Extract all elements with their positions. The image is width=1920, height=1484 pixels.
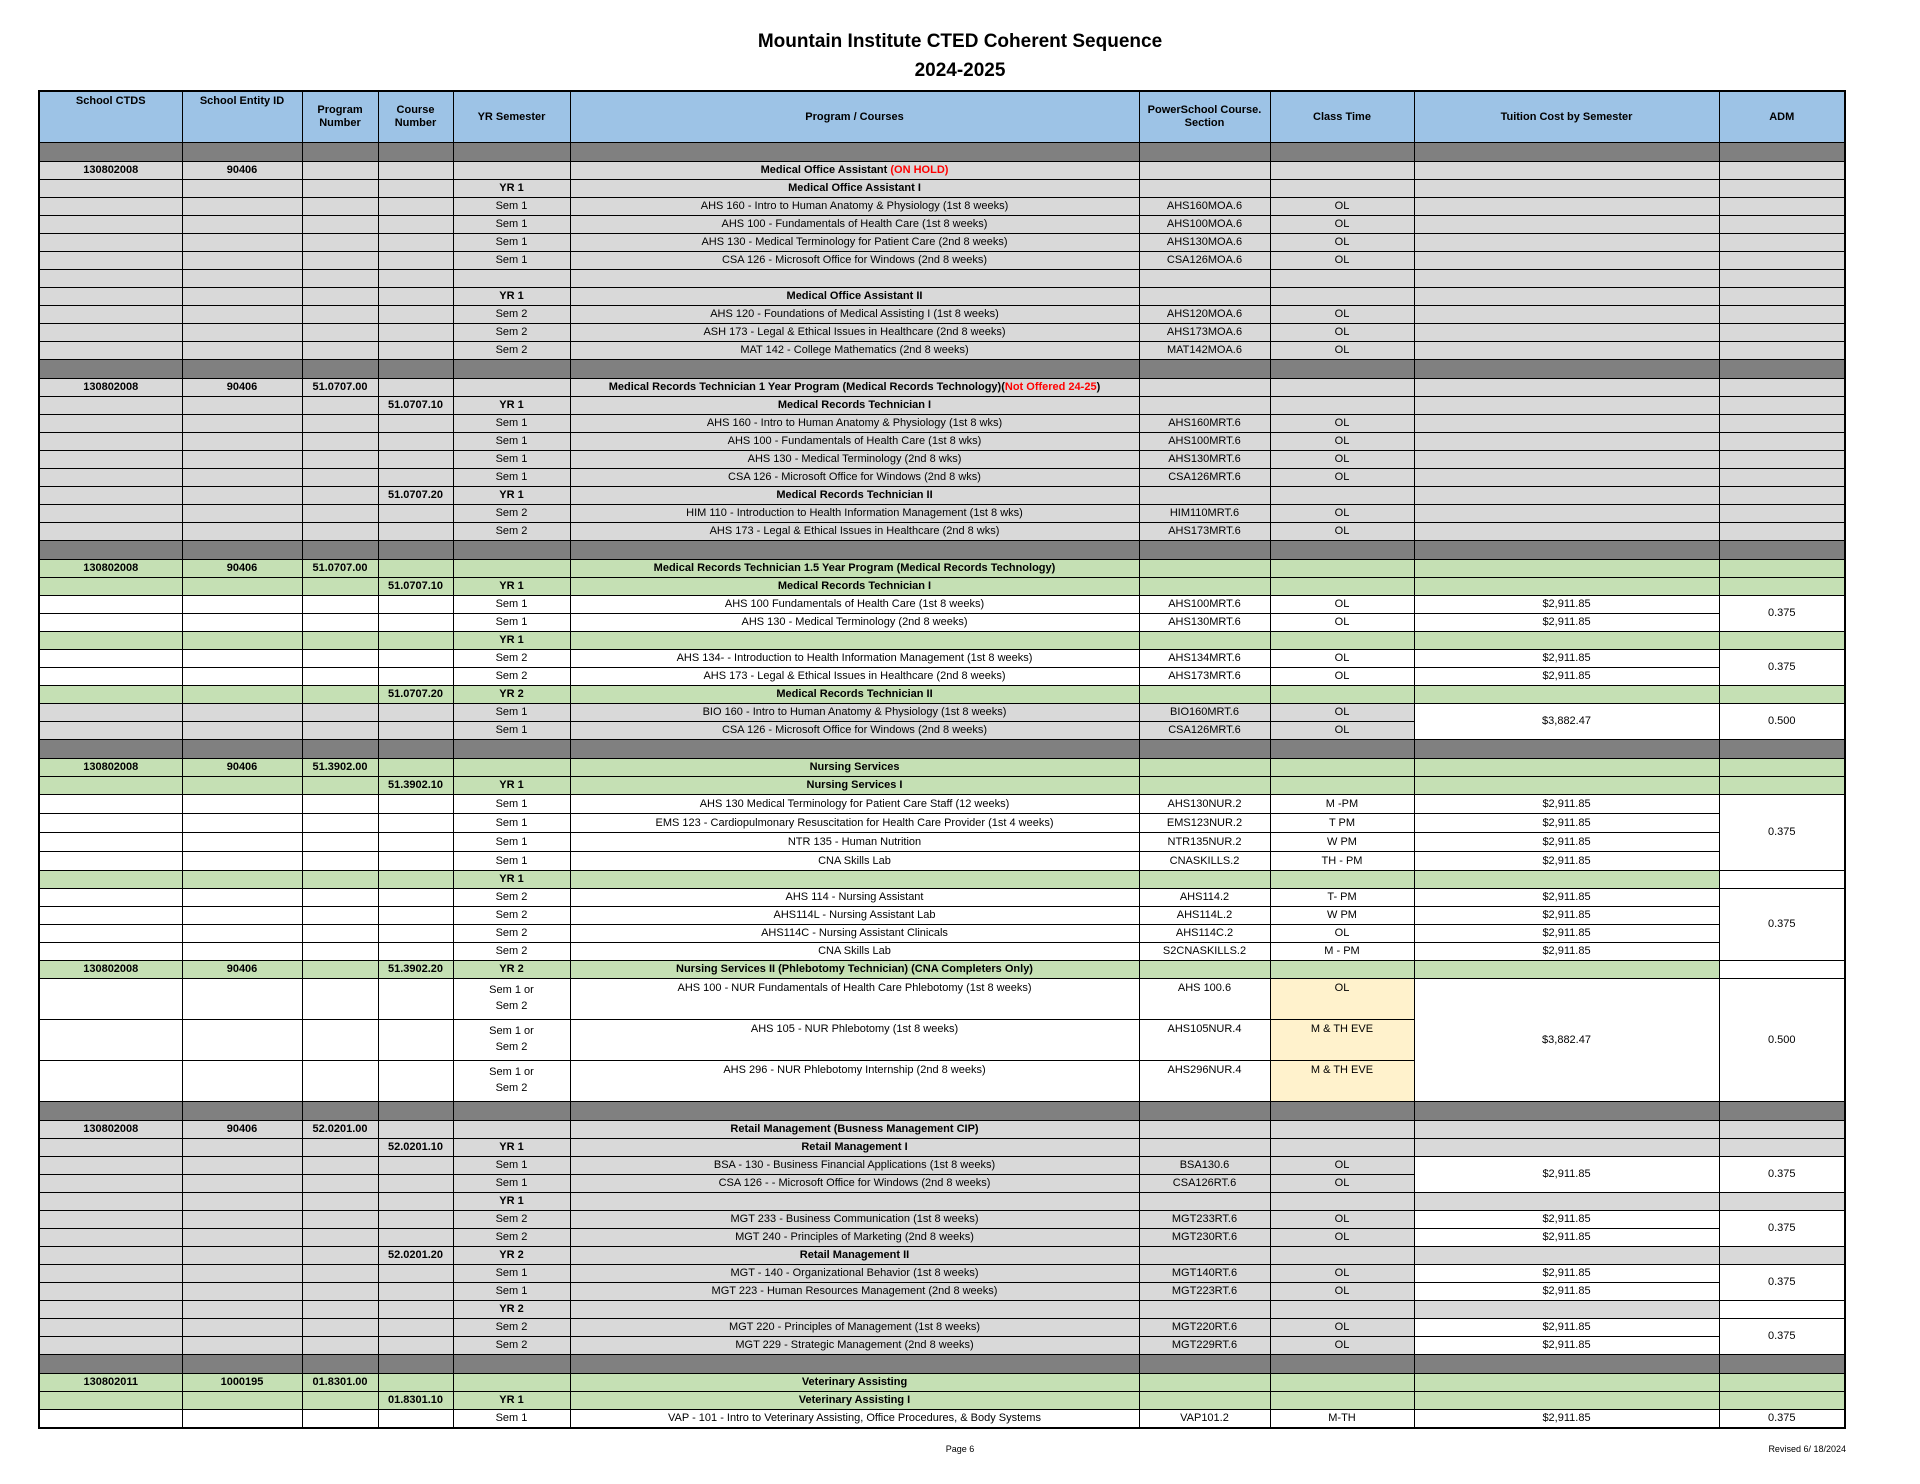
document-year: 2024-2025 xyxy=(914,60,1006,81)
table-row: Sem 1 MGT 223 - Human Resources Management (2nd 8 weeks) MGT223RT.6 OL $2,911.85 xyxy=(39,1283,1845,1301)
adm-cell: 0.375 xyxy=(1719,795,1845,871)
table-row: Sem 1 VAP - 101 - Intro to Veterinary Assisting, Office Procedures, & Body Systems VAP101.2 M-TH $2,911.85 0.375 xyxy=(39,1410,1845,1428)
revised-date: Revised 6/ 18/2024 xyxy=(1768,1444,1846,1454)
table-row: 52.0201.10 YR 1 Retail Management I xyxy=(39,1139,1845,1157)
header-row xyxy=(39,91,1845,143)
status-badge: (ON HOLD) xyxy=(890,164,949,176)
table-row: Sem 2 MGT 220 - Principles of Management (1st 8 weeks) MGT220RT.6 OL $2,911.85 0.375 xyxy=(39,1319,1845,1337)
adm-cell: 0.375 xyxy=(1719,596,1845,632)
table-row: Sem 2 MGT 233 - Business Communication (1st 8 weeks) MGT233RT.6 OL $2,911.85 0.375 xyxy=(39,1211,1845,1229)
entity-cell: 90406 xyxy=(182,162,302,180)
table-row: Sem 1 CSA 126 - Microsoft Office for Windows (2nd 8 weeks) CSA126MOA.6 OL xyxy=(39,252,1845,270)
adm-cell: 0.375 xyxy=(1719,889,1845,961)
table-row: Sem 1 CSA 126 - Microsoft Office for Windows (2nd 8 weeks) CSA126MRT.6 OL xyxy=(39,722,1845,740)
table-row: Sem 1 EMS 123 - Cardiopulmonary Resuscitation for Health Care Provider (1st 4 weeks) EMS123NUR.2 T PM $2,911.85 xyxy=(39,814,1845,833)
adm-cell: 0.375 xyxy=(1719,1157,1845,1193)
table-row: Sem 1 or Sem 2 AHS 105 - NUR Phlebotomy (1st 8 weeks) AHS105NUR.4 M & TH EVE xyxy=(39,1020,1845,1061)
table-row: Sem 2 AHS 134- - Introduction to Health Information Management (1st 8 weeks) AHS134MRT.6 OL $2,911.85 0.375 xyxy=(39,650,1845,668)
table-row: Sem 1 AHS 100 - Fundamentals of Health Care (1st 8 weeks) AHS100MOA.6 OL xyxy=(39,216,1845,234)
table-row: Sem 2 MGT 240 - Principles of Marketing (2nd 8 weeks) MGT230RT.6 OL $2,911.85 xyxy=(39,1229,1845,1247)
tuition-cell: $3,882.47 xyxy=(1414,704,1719,740)
table-row: YR 1 xyxy=(39,1193,1845,1211)
table-row: Sem 1 CNA Skills Lab CNASKILLS.2 TH - PM $2,911.85 xyxy=(39,852,1845,871)
table-row: Sem 1 AHS 100 Fundamentals of Health Care (1st 8 weeks) AHS100MRT.6 OL $2,911.85 0.375 xyxy=(39,596,1845,614)
table-row: 51.0707.20 YR 1 Medical Records Technician II xyxy=(39,487,1845,505)
header-program-number: Program Number xyxy=(302,91,378,143)
table-row: 51.0707.20 YR 2 Medical Records Technician II xyxy=(39,686,1845,704)
table-row: Sem 2 AHS114L - Nursing Assistant Lab AHS114L.2 W PM $2,911.85 xyxy=(39,907,1845,925)
table-row: Sem 1 MGT - 140 - Organizational Behavior (1st 8 weeks) MGT140RT.6 OL $2,911.85 0.375 xyxy=(39,1265,1845,1283)
table-row: Sem 2 AHS 173 - Legal & Ethical Issues in Healthcare (2nd 8 weeks) AHS173MRT.6 OL $2,911.85 xyxy=(39,668,1845,686)
adm-cell: 0.375 xyxy=(1719,1265,1845,1301)
adm-cell: 0.500 xyxy=(1719,704,1845,740)
header-powerschool: PowerSchool Course. Section xyxy=(1139,91,1270,143)
table-row: Sem 1 or Sem 2 AHS 296 - NUR Phlebotomy Internship (2nd 8 weeks) AHS296NUR.4 M & TH EVE xyxy=(39,1061,1845,1102)
table-row: 51.0707.10 YR 1 Medical Records Technician I xyxy=(39,397,1845,415)
document-title: Mountain Institute CTED Coherent Sequence xyxy=(757,31,1163,52)
table-row: 52.0201.20 YR 2 Retail Management II xyxy=(39,1247,1845,1265)
table-row: 130802008 90406 51.0707.00 Medical Records Technician 1.5 Year Program (Medical Records Technology) xyxy=(39,560,1845,578)
table-row: Sem 1 AHS 130 - Medical Terminology (2nd 8 wks) AHS130MRT.6 OL xyxy=(39,451,1845,469)
program-title: Medical Records Technician 1.5 Year Program (Medical Records Technology) xyxy=(570,560,1139,578)
table-row: Sem 2 AHS 120 - Foundations of Medical Assisting I (1st 8 weeks) AHS120MOA.6 OL xyxy=(39,306,1845,324)
table-row: Sem 2 AHS 114 - Nursing Assistant AHS114.2 T- PM $2,911.85 0.375 xyxy=(39,889,1845,907)
header-program-courses: Program / Courses xyxy=(570,91,1139,143)
table-row: 51.0707.10 YR 1 Medical Records Technician I xyxy=(39,578,1845,596)
table-row: YR 1 xyxy=(39,871,1845,889)
table-row: Sem 1 AHS 130 Medical Terminology for Patient Care Staff (12 weeks) AHS130NUR.2 M -PM $2,911.85 0.375 xyxy=(39,795,1845,814)
table-row: Sem 1 BSA - 130 - Business Financial Applications (1st 8 weeks) BSA130.6 OL $2,911.85 0.375 xyxy=(39,1157,1845,1175)
program-title: Nursing Services xyxy=(570,759,1139,777)
table-row: YR 1 Medical Office Assistant II xyxy=(39,288,1845,306)
table-row: 51.3902.10 YR 1 Nursing Services I xyxy=(39,777,1845,795)
header-course-number: Course Number xyxy=(378,91,453,143)
status-badge: Not Offered 24-25 xyxy=(1004,381,1097,393)
header-yr-semester: YR Semester xyxy=(453,91,570,143)
header-ctds: School CTDS xyxy=(39,91,182,143)
table-row: Sem 1 AHS 160 - Intro to Human Anatomy & Physiology (1st 8 weeks) AHS160MOA.6 OL xyxy=(39,198,1845,216)
table-row: 130802008 90406 51.3902.20 YR 2 Nursing Services II (Phlebotomy Technician) (CNA Completers Only) xyxy=(39,961,1845,979)
program-title: Nursing Services II (Phlebotomy Technician) (CNA Completers Only) xyxy=(570,961,1139,979)
tuition-cell: $2,911.85 xyxy=(1414,1157,1719,1193)
table-row: Sem 2 AHS114C - Nursing Assistant Clinicals AHS114C.2 OL $2,911.85 xyxy=(39,925,1845,943)
header-tuition: Tuition Cost by Semester xyxy=(1414,91,1719,143)
table-row: Sem 1 AHS 130 - Medical Terminology (2nd 8 weeks) AHS130MRT.6 OL $2,911.85 xyxy=(39,614,1845,632)
adm-cell: 0.375 xyxy=(1719,650,1845,686)
adm-cell: 0.375 xyxy=(1719,1319,1845,1355)
table-row: Sem 2 CNA Skills Lab S2CNASKILLS.2 M - PM $2,911.85 xyxy=(39,943,1845,961)
tuition-cell: $3,882.47 xyxy=(1414,979,1719,1102)
adm-cell: 0.500 xyxy=(1719,979,1845,1102)
table-row: Sem 2 HIM 110 - Introduction to Health Information Management (1st 8 wks) HIM110MRT.6 OL xyxy=(39,505,1845,523)
table-row: 130802008 90406 52.0201.00 Retail Management (Busness Management CIP) xyxy=(39,1121,1845,1139)
table-row: Sem 1 CSA 126 - - Microsoft Office for Windows (2nd 8 weeks) CSA126RT.6 OL xyxy=(39,1175,1845,1193)
table-row: Sem 1 CSA 126 - Microsoft Office for Windows (2nd 8 wks) CSA126MRT.6 OL xyxy=(39,469,1845,487)
table-row: 130802011 1000195 01.8301.00 Veterinary Assisting xyxy=(39,1374,1845,1392)
ctds-cell: 130802008 xyxy=(39,162,182,180)
table-row: Sem 2 MGT 229 - Strategic Management (2nd 8 weeks) MGT229RT.6 OL $2,911.85 xyxy=(39,1337,1845,1355)
header-entity: School Entity ID xyxy=(182,91,302,143)
table-row: YR 1 Medical Office Assistant I xyxy=(39,180,1845,198)
table-row: 130802008 90406 51.0707.00 Medical Records Technician 1 Year Program (Medical Records Technology)(Not Offered 24-25) xyxy=(39,379,1845,397)
table-row: Sem 1 NTR 135 - Human Nutrition NTR135NUR.2 W PM $2,911.85 xyxy=(39,833,1845,852)
table-row: Sem 1 AHS 130 - Medical Terminology for Patient Care (2nd 8 weeks) AHS130MOA.6 OL xyxy=(39,234,1845,252)
page-number: Page 6 xyxy=(945,1444,975,1454)
table-row: Sem 2 AHS 173 - Legal & Ethical Issues in Healthcare (2nd 8 wks) AHS173MRT.6 OL xyxy=(39,523,1845,541)
program-title: Veterinary Assisting xyxy=(570,1374,1139,1392)
header-adm: ADM xyxy=(1719,91,1845,143)
table-row: Sem 2 ASH 173 - Legal & Ethical Issues in Healthcare (2nd 8 weeks) AHS173MOA.6 OL xyxy=(39,324,1845,342)
adm-cell: 0.375 xyxy=(1719,1211,1845,1247)
table-row: YR 2 xyxy=(39,1301,1845,1319)
program-title: Medical Records Technician 1 Year Program (Medical Records Technology)(Not Offered 24-25) xyxy=(570,379,1139,397)
header-class-time: Class Time xyxy=(1270,91,1414,143)
sequence-table xyxy=(38,90,1846,1429)
table-row: YR 1 xyxy=(39,632,1845,650)
table-row xyxy=(39,162,1845,180)
table-row: Sem 1 AHS 160 - Intro to Human Anatomy & Physiology (1st 8 wks) AHS160MRT.6 OL xyxy=(39,415,1845,433)
table-row: 130802008 90406 51.3902.00 Nursing Services xyxy=(39,759,1845,777)
program-title: Retail Management (Busness Management CIP) xyxy=(570,1121,1139,1139)
table-row: 01.8301.10 YR 1 Veterinary Assisting I xyxy=(39,1392,1845,1410)
table-row: Sem 1 AHS 100 - Fundamentals of Health Care (1st 8 wks) AHS100MRT.6 OL xyxy=(39,433,1845,451)
program-title: Medical Office Assistant (ON HOLD) xyxy=(570,162,1139,180)
table-row: Sem 2 MAT 142 - College Mathematics (2nd 8 weeks) MAT142MOA.6 OL xyxy=(39,342,1845,360)
table-row: Sem 1 BIO 160 - Intro to Human Anatomy & Physiology (1st 8 weeks) BIO160MRT.6 OL $3,882.47 0.500 xyxy=(39,704,1845,722)
table-row: Sem 1 or Sem 2 AHS 100 - NUR Fundamentals of Health Care Phlebotomy (1st 8 weeks) AHS 100.6 OL $3,882.47 0.500 xyxy=(39,979,1845,1020)
